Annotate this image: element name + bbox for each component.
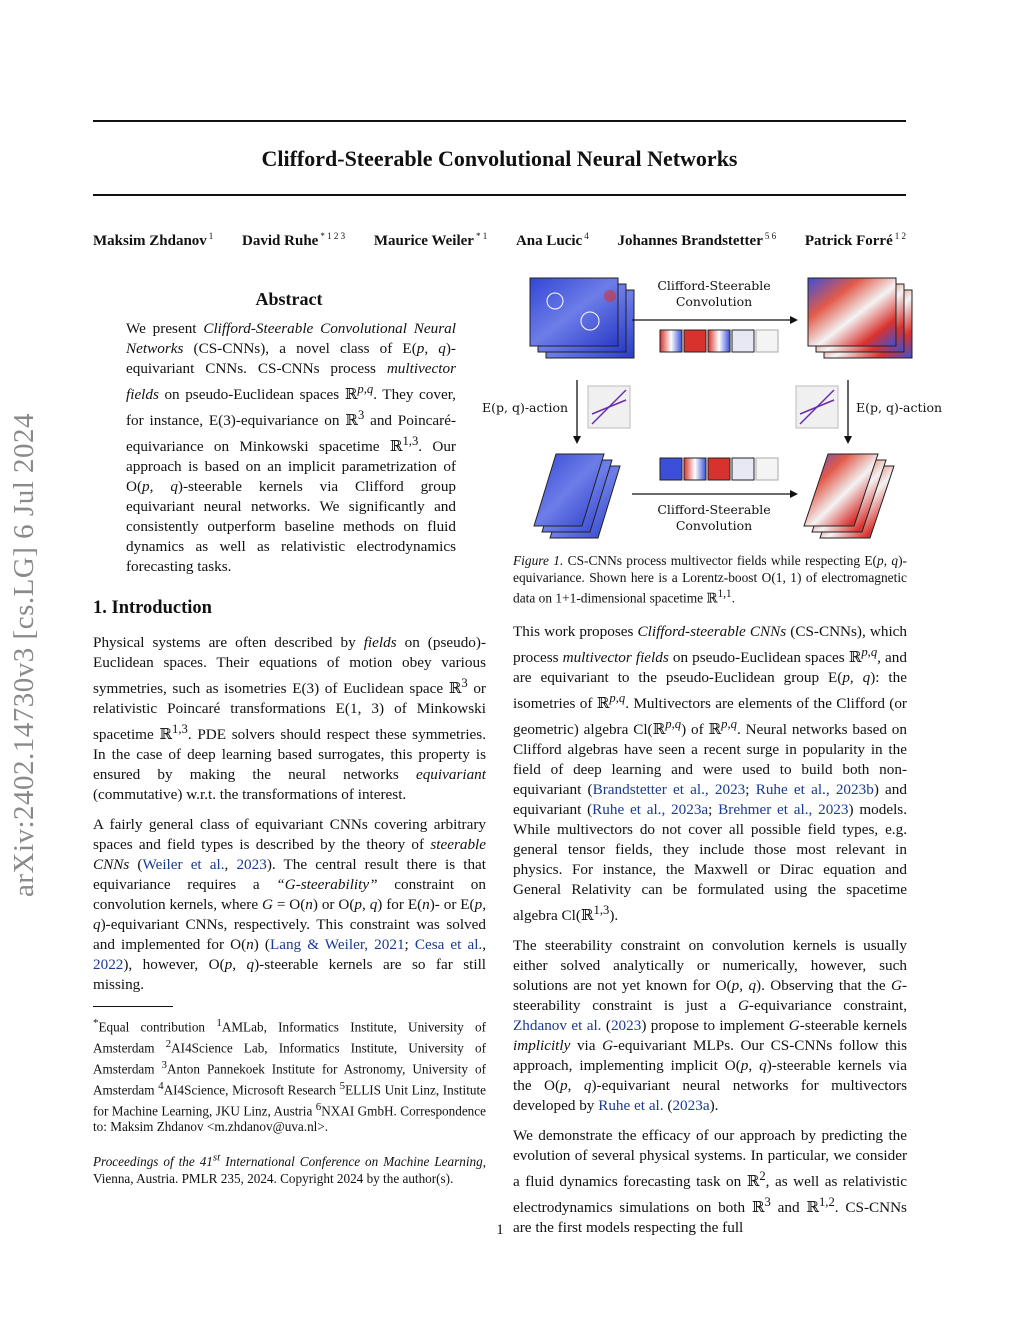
footnote-rule	[93, 1006, 173, 1007]
bottom-conv-label-1: Clifford-Steerable	[657, 502, 771, 517]
abstract-body	[126, 319, 456, 587]
output-field-stack	[808, 278, 912, 358]
affiliations-footnote: *Equal contribution $^1$AMLab, Informatics Institute, University of Amsterdam $^2$AI4Science Lab, Informatics Institute, University of Amsterdam $^3$Anton Pannekoek Institute for Astronomy, University of Amsterdam $^4$AI4Science, Microsoft Research $^5$ELLIS Unit Linz, Institute for Machine Learning, JKU Linz, Austria $^6$NXAI GmbH. Correspondence to: Maksim Zhdanov <m.zhdanov@uva.nl>.	[93, 1017, 487, 1135]
right-column	[513, 622, 907, 1248]
paper-title: Clifford-Steerable Convolutional Neural Networks	[261, 146, 738, 171]
abstract-paragraph: We present Clifford-Steerable Convolutional Neural Networks (CS-CNNs), a novel class of E(p, q)-equivariant CNNs. CS-CNNs process multivector fields on pseudo-Euclidean spaces ℝ$^{p,q}$. They cover, for instance, E(3)-equivariance on ℝ$^3$ and Poincaré-equivariance on Minkowski spacetime ℝ$^{1,3}$. Our approach is based on an implicit parametrization of O(p, q)-steerable kernels via Clifford group equivariant neural networks. We significantly and consistently outperform baseline methods on fluid dynamics as well as relativistic electrodynamics forecasting tasks.	[126, 320, 457, 576]
bottom-conv-label-2: Convolution	[675, 518, 753, 533]
kernel-row-bottom	[660, 458, 778, 480]
figure-caption-label: Figure 1.	[513, 553, 564, 568]
citation-link[interactable]: 2023	[236, 856, 267, 874]
left-action-label: E(p, q)-action	[482, 400, 569, 415]
title-top-rule	[93, 120, 906, 122]
boosted-output-stack	[804, 454, 894, 538]
section-heading: 1. Introduction	[93, 598, 212, 618]
boost-diagram-right	[796, 386, 838, 428]
boost-diagram-left	[588, 386, 630, 428]
author-list	[93, 231, 906, 250]
author: Patrick Forré $^{1 2}$	[804, 231, 906, 249]
citation-link[interactable]: Brandstetter et al., 2023	[592, 781, 746, 799]
footnotes	[93, 1006, 486, 1201]
abstract-heading: Abstract	[255, 289, 323, 309]
citation-link[interactable]: Ruhe et al., 2023a	[592, 801, 709, 819]
citation-link[interactable]: 2023a	[672, 1097, 710, 1115]
paragraph: Physical systems are often described by fields on (pseudo)-Euclidean spaces. Their equations of motion obey various symmetries, such as isometries E(3) of Euclidean space ℝ$^3$ or relativistic Poincaré transformations E(1, 3) of Minkowski spacetime ℝ$^{1,3}$. PDE solvers should respect these symmetries. In the case of deep learning based surrogates, this property is ensured by making the neural networks equivariant (commutative) w.r.t. the transformations of interest.	[93, 634, 487, 804]
citation-link[interactable]: Lang & Weiler, 2021	[269, 936, 405, 954]
citation-link[interactable]: Zhdanov et al.	[513, 1017, 602, 1035]
citation-link[interactable]: Brehmer et al., 2023	[718, 801, 849, 819]
title-bottom-rule	[93, 194, 906, 196]
citation-link[interactable]: Cesa et al.	[414, 936, 483, 954]
top-conv-label-2: Convolution	[675, 294, 753, 309]
arxiv-watermark: arXiv:2402.14730v3 [cs.LG] 6 Jul 2024	[8, 412, 40, 898]
author: Maksim Zhdanov $^1$	[93, 231, 214, 249]
author: Ana Lucic $^4$	[515, 231, 589, 249]
figure-1	[480, 276, 950, 544]
page-number: 1	[496, 1222, 504, 1238]
citation-link[interactable]: Ruhe et al., 2023b	[755, 781, 874, 799]
left-column	[93, 633, 486, 1005]
proceedings-footnote: Proceedings of the 41st International Conference on Machine Learning, Vienna, Austria. PMLR 235, 2024. Copyright 2024 by the author(s).	[93, 1151, 486, 1186]
paragraph: We demonstrate the efficacy of our approach by predicting the evolution of several physical systems. In particular, we consider a fluid dynamics forecasting task on ℝ$^2$, as well as relativistic electrodynamics simulations on both ℝ$^3$ and ℝ$^{1,2}$. CS-CNNs are the first models respecting the full	[513, 1127, 907, 1237]
citation-link[interactable]: 2022	[93, 956, 124, 974]
author: Maurice Weiler $^{* 1}$	[373, 231, 488, 249]
input-field-stack	[530, 278, 634, 358]
paragraph: This work proposes Clifford-steerable CNNs (CS-CNNs), which process multivector fields on pseudo-Euclidean spaces ℝ$^{p,q}$, and are equivariant to the pseudo-Euclidean group E(p, q): the isometries of ℝ$^{p,q}$. Multivectors are elements of the Clifford (or geometric) algebra Cl(ℝ$^{p,q}$) of ℝ$^{p,q}$. Neural networks based on Clifford algebras have seen a recent surge in popularity in the field of deep learning and were used to build both non-equivariant (Brandstetter et al., 2023; Ruhe et al., 2023b) and equivariant (Ruhe et al., 2023a; Brehmer et al., 2023) models. While multivectors do not cover all possible field types, e.g. general tensor fields, they include those most relevant in physics. For instance, the Maxwell or Dirac equation and General Relativity can be formulated using the spacetime algebra Cl(ℝ$^{1,3}$).	[513, 623, 907, 925]
right-action-label: E(p, q)-action	[856, 400, 943, 415]
author: Johannes Brandstetter $^{5 6}$	[617, 231, 777, 249]
citation-link[interactable]: Weiler et al.	[142, 856, 225, 874]
top-conv-label-1: Clifford-Steerable	[657, 278, 771, 293]
kernel-row-top	[660, 330, 778, 352]
citation-link[interactable]: Ruhe et al.	[598, 1097, 664, 1115]
author: David Ruhe $^{* 1 2 3}$	[242, 231, 346, 249]
citation-link[interactable]: 2023	[610, 1017, 642, 1035]
paragraph: A fairly general class of equivariant CNNs covering arbitrary spaces and field types is described by the theory of steerable CNNs (Weiler et al., 2023). The central result there is that equivariance requires a “G-steerability” constraint on convolution kernels, where G = O(n) or O(p, q) for E(n)- or E(p, q)-equivariant CNNs, respectively. This constraint was solved and implemented for O(n) (Lang & Weiler, 2021; Cesa et al., 2022), however, O(p, q)-steerable kernels are so far still missing.	[93, 816, 487, 994]
paragraph: The steerability constraint on convolution kernels is usually either solved analytically or numerically, however, such solutions are not yet known for O(p, q). Observing that the G-steerability constraint is just a G-equivariance constraint, Zhdanov et al. (2023) propose to implement G-steerable kernels implicitly via G-equivariant MLPs. Our CS-CNNs follow this approach, implementing implicit O(p, q)-steerable kernels via the O(p, q)-equivariant neural networks for multivectors developed by Ruhe et al. (2023a).	[513, 937, 908, 1115]
boosted-input-stack	[534, 454, 620, 538]
figure-caption: Figure 1. CS-CNNs process multivector fields while respecting E(p, q)-equivariance. Shown here is a Lorentz-boost O(1, 1) of electromagnetic data on 1+1-dimensional spacetime ℝ$^{1,1}$.	[513, 553, 908, 606]
